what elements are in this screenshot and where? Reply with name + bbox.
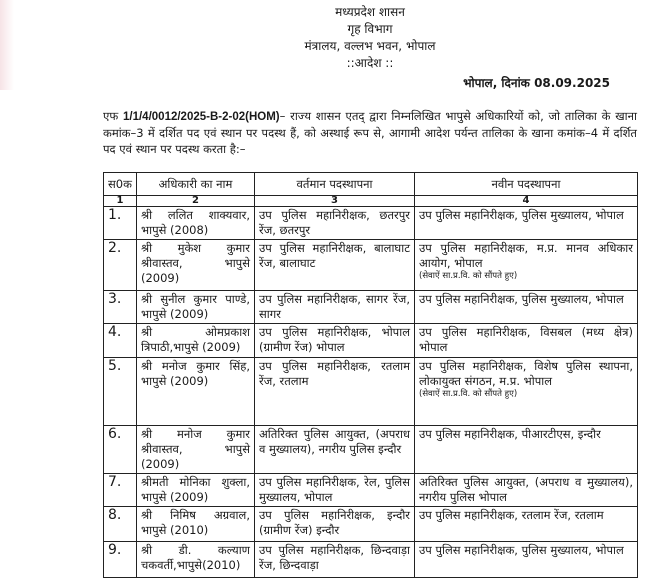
govt-title: मध्यप्रदेश शासन	[335, 5, 405, 19]
officer-name	[137, 240, 255, 291]
table-row	[104, 240, 638, 291]
table-row	[104, 507, 638, 542]
officer-name-text: श्रीमती मोनिका शुक्ला, भापुसे (2009)	[141, 475, 250, 504]
serial-number	[104, 240, 137, 291]
officer-name-text: श्री सुनील कुमार पाण्डे, भापुसे (2009)	[141, 292, 250, 321]
table-header-row	[104, 173, 638, 196]
header-new-posting: नवीन पदस्थापना	[415, 173, 638, 196]
header-serial: स0क	[104, 173, 137, 196]
current-posting	[255, 542, 415, 578]
table-row	[104, 207, 638, 240]
new-posting	[415, 240, 638, 291]
new-posting-text: उप पुलिस महानिरीक्षक, पुलिस मुख्यालय, भोपाल	[419, 208, 624, 222]
order-heading: ::आदेश ::	[346, 56, 394, 70]
serial-number-text: 4.	[108, 324, 122, 340]
serial-number	[104, 291, 137, 324]
new-posting	[415, 291, 638, 324]
file-number: 1/1/4/0012/2025-B-2-02(HOM)	[123, 111, 280, 123]
order-paragraph	[103, 108, 637, 157]
column-number-row	[104, 196, 638, 207]
new-posting-text: उप पुलिस महानिरीक्षक, विसबल (मध्य क्षेत्र) भोपाल	[419, 325, 633, 354]
serial-number-text: 5.	[108, 358, 122, 374]
col-number: 2	[137, 196, 255, 207]
new-posting	[415, 324, 638, 358]
order-prefix: एफ	[103, 109, 119, 123]
serial-number	[104, 207, 137, 240]
table-row	[104, 474, 638, 507]
serial-number-text: 1.	[108, 207, 122, 223]
serial-number-text: 6.	[108, 426, 122, 442]
table-row	[104, 358, 638, 426]
col-number: 4	[415, 196, 638, 207]
serial-number-text: 9.	[108, 542, 122, 558]
new-posting-text: उप पुलिस महानिरीक्षक, पीआरटीएस, इन्दौर	[419, 427, 601, 441]
transfer-table	[103, 172, 638, 578]
serial-number-text: 3.	[108, 291, 122, 307]
officer-name-text: श्री मनोज कुमार सिंह, भापुसे (2009)	[141, 359, 250, 388]
officer-name	[137, 542, 255, 578]
current-posting-text: उप पुलिस महानिरीक्षक, भोपाल (ग्रामीण रेंज) भोपाल	[259, 325, 410, 354]
officer-name-text: श्री निमिष अग्रवाल, भापुसे (2010)	[141, 508, 250, 537]
posting-note: (सेवाऐं सा.प्र.वि. को सौंपते हुए)	[419, 389, 518, 399]
order-date: भोपाल, दिनांक 08.09.2025	[463, 76, 610, 90]
serial-number-text: 2.	[108, 240, 122, 256]
new-posting-text: उप पुलिस महानिरीक्षक, म.प्र. मानव अधिकार आयोग, भोपाल	[419, 241, 633, 270]
new-posting-text: उप पुलिस महानिरीक्षक, पुलिस मुख्यालय, भोपाल	[419, 292, 624, 306]
current-posting	[255, 426, 415, 474]
col-number: 1	[104, 196, 137, 207]
current-posting	[255, 507, 415, 542]
new-posting	[415, 507, 638, 542]
current-posting	[255, 474, 415, 507]
serial-number	[104, 426, 137, 474]
current-posting-text: उप पुलिस महानिरीक्षक, रतलाम रेंज, रतलाम	[259, 359, 410, 388]
current-posting-text: उप पुलिस महानिरीक्षक, इन्दौर (ग्रामीण रेंज) इन्दौर	[259, 508, 410, 537]
order-text: – राज्य शासन एतद् द्वारा निम्नलिखित भापुसे अधिकारियों को, जो तालिका के खाना कमांक–3 में दर्शित पद एवं स्थान पर पदस्थ हैं, को अस्थाई रूप से, आगामी आदेश पर्यन्त तालिका के खाना कमांक–4 में दर्शित पद एवं स्थान पर पदस्थ करता है:–	[103, 109, 637, 156]
table-row	[104, 324, 638, 358]
officer-name	[137, 507, 255, 542]
officer-name-text: श्री ओमप्रकाश त्रिपाठी,भापुसे (2009)	[141, 325, 250, 354]
current-posting-text: अतिरिक्त पुलिस आयुक्त, (अपराध व मुख्यालय), नगरीय पुलिस इन्दौर	[259, 427, 410, 456]
officer-name	[137, 207, 255, 240]
current-posting-text: उप पुलिस महानिरीक्षक, सागर रेंज, सागर	[259, 292, 410, 321]
new-posting	[415, 542, 638, 578]
officer-name-text: श्री मुकेश कुमार श्रीवास्तव, भापुसे (2009)	[141, 241, 250, 285]
current-posting	[255, 240, 415, 291]
table-row	[104, 291, 638, 324]
new-posting-text: उप पुलिस महानिरीक्षक, पुलिस मुख्यालय, भोपाल	[419, 543, 624, 557]
officer-name	[137, 324, 255, 358]
current-posting	[255, 358, 415, 426]
new-posting	[415, 474, 638, 507]
department: गृह विभाग	[347, 22, 393, 36]
officer-name	[137, 474, 255, 507]
serial-number	[104, 507, 137, 542]
current-posting-text: उप पुलिस महानिरीक्षक, छतरपुर रेंज, छतरपुर	[259, 208, 410, 237]
officer-name	[137, 426, 255, 474]
current-posting	[255, 324, 415, 358]
posting-note: (सेवाऐं सा.प्र.वि. को सौंपते हुए)	[419, 271, 518, 281]
current-posting-text: उप पुलिस महानिरीक्षक, रेल, पुलिस मुख्यालय, भोपाल	[259, 475, 410, 504]
serial-number	[104, 474, 137, 507]
current-posting	[255, 207, 415, 240]
ministry-address: मंत्रालय, वल्लभ भवन, भोपाल	[304, 39, 436, 53]
current-posting-text: उप पुलिस महानिरीक्षक, बालाघाट रेंज, बालाघाट	[259, 241, 410, 270]
new-posting	[415, 426, 638, 474]
officer-name	[137, 358, 255, 426]
table-row	[104, 426, 638, 474]
serial-number	[104, 358, 137, 426]
new-posting	[415, 358, 638, 426]
serial-number-text: 8.	[108, 507, 122, 523]
current-posting	[255, 291, 415, 324]
header-current-posting: वर्तमान पदस्थापना	[255, 173, 415, 196]
header-officer-name: अधिकारी का नाम	[137, 173, 255, 196]
serial-number	[104, 324, 137, 358]
officer-name-text: श्री ललित शाक्यवार, भापुसे (2008)	[141, 208, 250, 237]
current-posting-text: उप पुलिस महानिरीक्षक, छिन्दवाड़ा रेंज, छिन्दवाड़ा	[259, 543, 410, 572]
serial-number-text: 7.	[108, 474, 122, 490]
new-posting-text: उप पुलिस महानिरीक्षक, रतलाम रेंज, रतलाम	[419, 508, 604, 522]
serial-number	[104, 542, 137, 578]
new-posting-text: अतिरिक्त पुलिस आयुक्त, (अपराध व मुख्यालय), नगरीय पुलिस भोपाल	[419, 475, 633, 504]
new-posting	[415, 207, 638, 240]
col-number: 3	[255, 196, 415, 207]
new-posting-text: उप पुलिस महानिरीक्षक, विशेष पुलिस स्थापना, लोकायुक्त संगठन, म.प्र. भोपाल	[419, 359, 633, 388]
scan-edge-shadow	[0, 0, 14, 90]
officer-name-text: श्री मनोज कुमार श्रीवास्तव, भापुसे (2009)	[141, 427, 250, 471]
table-row	[104, 542, 638, 578]
officer-name-text: श्री डी. कल्याण चकवर्ती,भापुसे(2010)	[141, 543, 250, 572]
officer-name	[137, 291, 255, 324]
